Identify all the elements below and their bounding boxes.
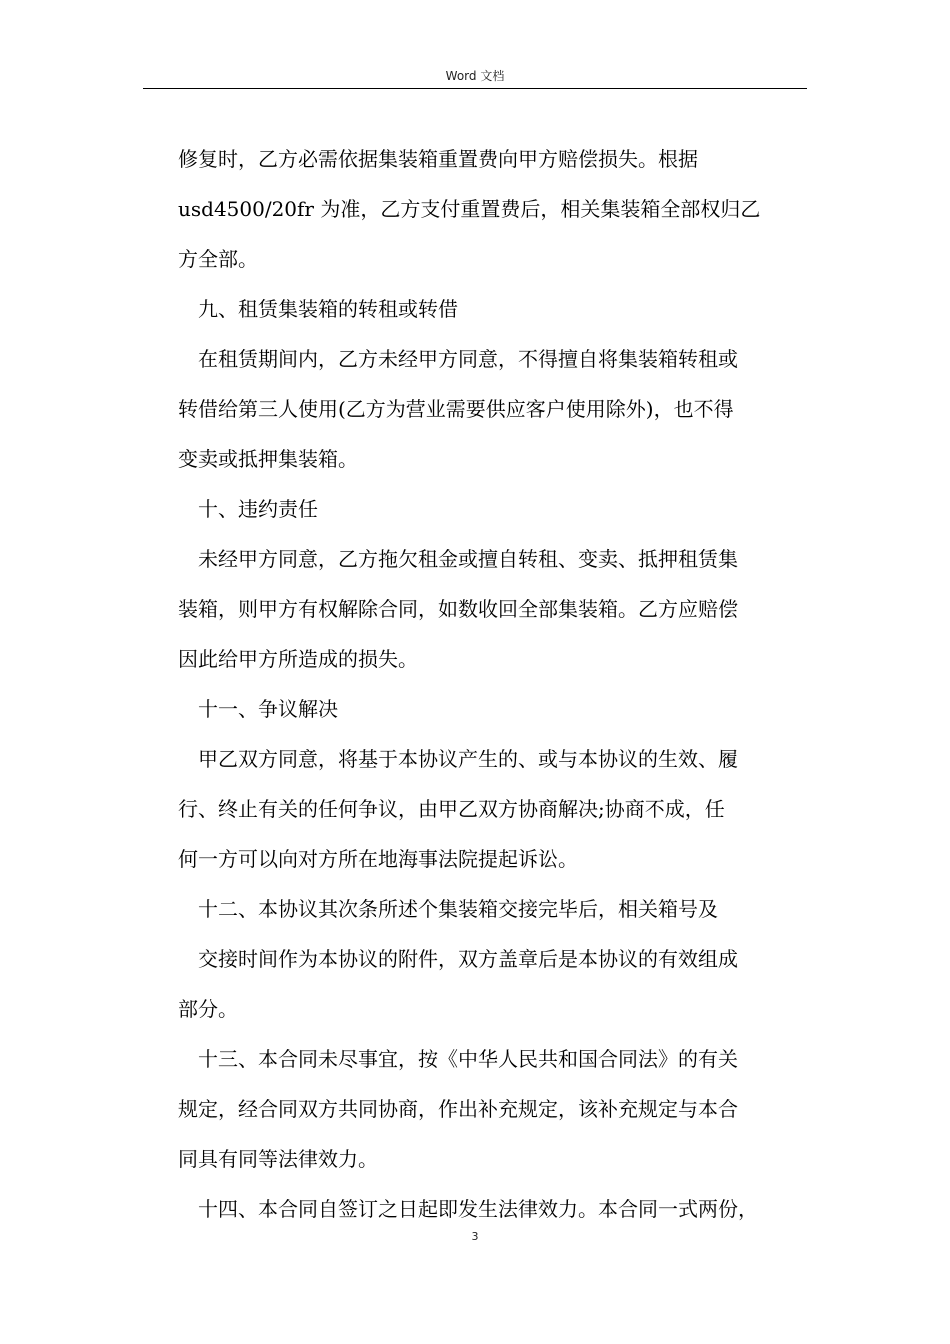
page-header <box>143 64 807 89</box>
body-line: 转借给第三人使用(乙方为营业需要供应客户使用除外)，也不得 <box>178 397 734 421</box>
header-title: Word 文档 <box>445 69 505 83</box>
body-line: 甲乙双方同意，将基于本协议产生的、或与本协议的生效、履 <box>198 747 738 771</box>
section-heading: 十三、本合同未尽事宜，按《中华人民共和国合同法》的有关 <box>198 1047 738 1071</box>
body-line: usd4500/20fr 为准，乙方支付重置费后，相关集装箱全部权归乙 <box>178 197 761 221</box>
body-line: 装箱，则甲方有权解除合同，如数收回全部集装箱。乙方应赔偿 <box>178 597 738 621</box>
body-line: 行、终止有关的任何争议，由甲乙双方协商解决;协商不成，任 <box>178 797 725 821</box>
body-line: 方全部。 <box>178 247 258 271</box>
body-line: 规定，经合同双方共同协商，作出补充规定，该补充规定与本合 <box>178 1097 738 1121</box>
document-body <box>178 134 818 1234</box>
section-heading: 十一、争议解决 <box>198 697 338 721</box>
body-line: 未经甲方同意，乙方拖欠租金或擅自转租、变卖、抵押租赁集 <box>198 547 738 571</box>
body-line: 交接时间作为本协议的附件，双方盖章后是本协议的有效组成 <box>198 947 738 971</box>
page-number: 3 <box>471 1230 479 1243</box>
body-line: 同具有同等法律效力。 <box>178 1147 378 1171</box>
body-line: 变卖或抵押集装箱。 <box>178 447 358 471</box>
body-line: 何一方可以向对方所在地海事法院提起诉讼。 <box>178 847 578 871</box>
body-line: 部分。 <box>178 997 238 1021</box>
section-heading: 十四、本合同自签订之日起即发生法律效力。本合同一式两份， <box>198 1197 758 1221</box>
body-line: 因此给甲方所造成的损失。 <box>178 647 418 671</box>
body-line: 在租赁期间内，乙方未经甲方同意，不得擅自将集装箱转租或 <box>198 347 738 371</box>
section-heading: 十、违约责任 <box>198 497 318 521</box>
section-heading: 十二、本协议其次条所述个集装箱交接完毕后，相关箱号及 <box>198 897 718 921</box>
section-heading: 九、租赁集装箱的转租或转借 <box>198 297 458 321</box>
body-line: 修复时，乙方必需依据集装箱重置费向甲方赔偿损失。根据 <box>178 147 698 171</box>
